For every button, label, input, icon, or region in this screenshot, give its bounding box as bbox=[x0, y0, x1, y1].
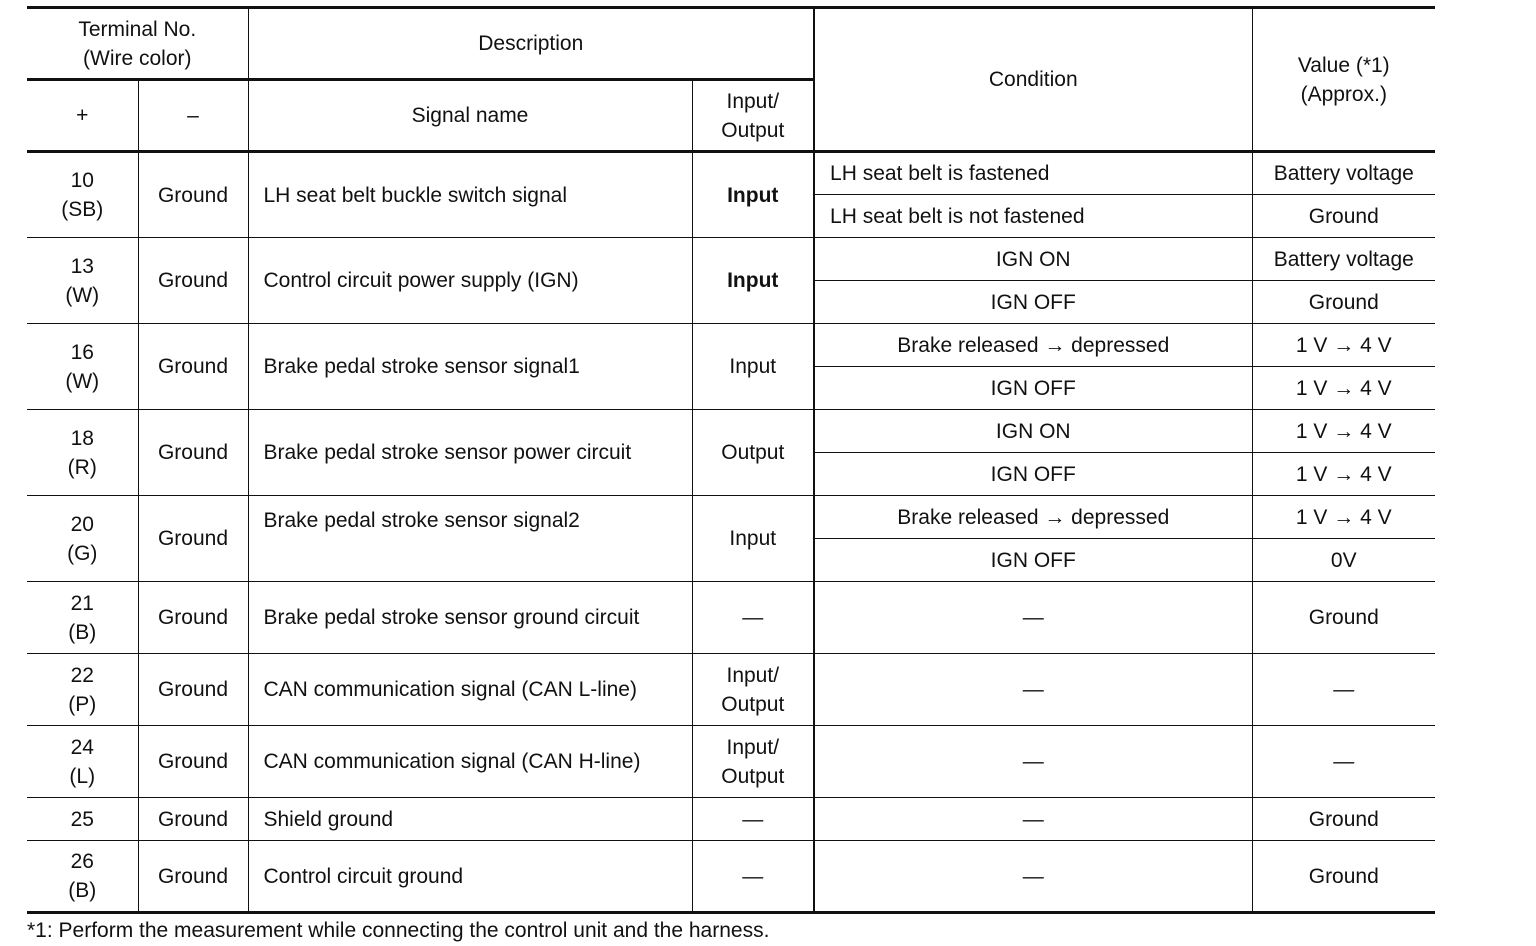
signal-name-cell bbox=[248, 496, 692, 582]
terminal-number: 16 bbox=[70, 340, 94, 364]
io-text-1: Input/ bbox=[726, 663, 780, 687]
condition-cell: Brake released → depressed bbox=[814, 324, 1252, 367]
terminal-number: 22 bbox=[70, 663, 94, 687]
value-cell: 1 V → 4 V bbox=[1252, 453, 1435, 496]
io-cell: — bbox=[692, 798, 814, 841]
terminal-number: 21 bbox=[70, 591, 94, 615]
io-label-2: Output bbox=[721, 118, 785, 142]
terminal-number: 20 bbox=[70, 512, 94, 536]
signal-name-header: Signal name bbox=[248, 80, 692, 152]
terminal-number: 18 bbox=[70, 426, 94, 450]
terminal-number: 13 bbox=[70, 254, 94, 278]
wire-color-label: (Wire color) bbox=[83, 46, 192, 70]
table-row bbox=[27, 238, 1435, 281]
condition-cell: — bbox=[814, 582, 1252, 654]
wire-color: (P) bbox=[68, 692, 97, 716]
terminal-plus-cell bbox=[27, 798, 138, 841]
signal-name-cell: LH seat belt buckle switch signal bbox=[248, 152, 692, 238]
wire-color: (W) bbox=[65, 283, 100, 307]
terminal-minus-cell: Ground bbox=[138, 324, 248, 410]
table-row bbox=[27, 582, 1435, 654]
table-row bbox=[27, 841, 1435, 913]
value-cell: — bbox=[1252, 726, 1435, 798]
terminal-plus-cell bbox=[27, 410, 138, 496]
value-cell: Battery voltage bbox=[1252, 152, 1435, 195]
table-row bbox=[27, 654, 1435, 726]
condition-cell: IGN ON bbox=[814, 410, 1252, 453]
table-row bbox=[27, 726, 1435, 798]
terminal-no-label: Terminal No. bbox=[78, 17, 197, 41]
signal-name-cell: CAN communication signal (CAN L-line) bbox=[248, 654, 692, 726]
value-cell: 1 V → 4 V bbox=[1252, 367, 1435, 410]
terminal-table-wrapper bbox=[27, 6, 1435, 914]
terminal-plus-cell bbox=[27, 324, 138, 410]
terminal-plus-cell bbox=[27, 238, 138, 324]
table-row bbox=[27, 496, 1435, 539]
terminal-number: 25 bbox=[70, 807, 94, 831]
approx-label: (Approx.) bbox=[1300, 82, 1387, 106]
signal-name-cell: Brake pedal stroke sensor ground circuit bbox=[248, 582, 692, 654]
io-cell bbox=[692, 726, 814, 798]
terminal-plus-cell bbox=[27, 496, 138, 582]
io-cell: Input bbox=[692, 496, 814, 582]
signal-name-text: Brake pedal stroke sensor signal2 bbox=[263, 509, 580, 532]
wire-color: (G) bbox=[67, 541, 98, 565]
terminal-plus-cell bbox=[27, 152, 138, 238]
terminal-header bbox=[27, 8, 248, 80]
signal-name-cell: CAN communication signal (CAN H-line) bbox=[248, 726, 692, 798]
value-cell: — bbox=[1252, 654, 1435, 726]
value-cell: Ground bbox=[1252, 195, 1435, 238]
value-cell: Ground bbox=[1252, 841, 1435, 913]
terminal-plus-cell bbox=[27, 841, 138, 913]
condition-cell: IGN OFF bbox=[814, 281, 1252, 324]
io-cell: — bbox=[692, 841, 814, 913]
value-cell: 1 V → 4 V bbox=[1252, 324, 1435, 367]
value-cell: Battery voltage bbox=[1252, 238, 1435, 281]
terminal-number: 10 bbox=[70, 169, 94, 192]
terminal-plus-cell bbox=[27, 654, 138, 726]
footnote: *1: Perform the measurement while connecting the control unit and the harness. bbox=[27, 919, 770, 942]
io-label-1: Input/ bbox=[726, 89, 780, 113]
plus-header: + bbox=[27, 80, 138, 152]
condition-cell: LH seat belt is fastened bbox=[814, 152, 1252, 195]
terminal-minus-cell: Ground bbox=[138, 582, 248, 654]
terminal-minus-cell: Ground bbox=[138, 726, 248, 798]
wire-color: (B) bbox=[68, 620, 97, 644]
condition-cell: Brake released → depressed bbox=[814, 496, 1252, 539]
wire-color: (R) bbox=[67, 455, 97, 479]
terminal-minus-cell: Ground bbox=[138, 410, 248, 496]
io-header bbox=[692, 80, 814, 152]
wire-color: (L) bbox=[69, 764, 96, 788]
value-cell: 0V bbox=[1252, 539, 1435, 582]
io-text-2: Output bbox=[721, 764, 785, 788]
io-cell: Output bbox=[692, 410, 814, 496]
condition-cell: IGN OFF bbox=[814, 367, 1252, 410]
signal-name-cell: Control circuit power supply (IGN) bbox=[248, 238, 692, 324]
signal-name-cell: Brake pedal stroke sensor signal1 bbox=[248, 324, 692, 410]
signal-name-cell: Shield ground bbox=[248, 798, 692, 841]
signal-name-cell: Brake pedal stroke sensor power circuit bbox=[248, 410, 692, 496]
terminal-minus-cell: Ground bbox=[138, 152, 248, 238]
condition-cell: — bbox=[814, 798, 1252, 841]
terminal-plus-cell bbox=[27, 726, 138, 798]
wire-color: (B) bbox=[68, 879, 97, 902]
terminal-minus-cell: Ground bbox=[138, 238, 248, 324]
terminal-minus-cell: Ground bbox=[138, 654, 248, 726]
condition-cell: — bbox=[814, 654, 1252, 726]
value-cell: Ground bbox=[1252, 582, 1435, 654]
io-cell: — bbox=[692, 582, 814, 654]
signal-name-cell: Control circuit ground bbox=[248, 841, 692, 913]
value-label: Value (*1) bbox=[1297, 53, 1390, 77]
io-cell: Input bbox=[692, 324, 814, 410]
terminal-minus-cell: Ground bbox=[138, 841, 248, 913]
condition-cell: LH seat belt is not fastened bbox=[814, 195, 1252, 238]
value-cell: 1 V → 4 V bbox=[1252, 410, 1435, 453]
terminal-number: 24 bbox=[70, 735, 94, 759]
terminal-plus-cell bbox=[27, 582, 138, 654]
terminal-minus-cell: Ground bbox=[138, 496, 248, 582]
condition-cell: — bbox=[814, 726, 1252, 798]
value-cell: 1 V → 4 V bbox=[1252, 496, 1435, 539]
io-cell bbox=[692, 654, 814, 726]
condition-header: Condition bbox=[814, 8, 1252, 152]
terminal-table bbox=[27, 6, 1435, 914]
wire-color: (W) bbox=[65, 369, 100, 393]
io-text-1: Input/ bbox=[726, 735, 780, 759]
condition-cell: — bbox=[814, 841, 1252, 913]
description-header: Description bbox=[248, 8, 814, 80]
condition-cell: IGN ON bbox=[814, 238, 1252, 281]
value-cell: Ground bbox=[1252, 798, 1435, 841]
minus-header: – bbox=[138, 80, 248, 152]
io-cell: Input bbox=[692, 238, 814, 324]
terminal-number: 26 bbox=[70, 850, 94, 873]
wire-color: (SB) bbox=[61, 198, 104, 221]
io-text-2: Output bbox=[721, 692, 785, 716]
value-header bbox=[1252, 8, 1435, 152]
condition-cell: IGN OFF bbox=[814, 453, 1252, 496]
terminal-minus-cell: Ground bbox=[138, 798, 248, 841]
condition-cell: IGN OFF bbox=[814, 539, 1252, 582]
table-row bbox=[27, 410, 1435, 453]
table-row bbox=[27, 798, 1435, 841]
table-row bbox=[27, 152, 1435, 195]
io-cell: Input bbox=[692, 152, 814, 238]
table-row bbox=[27, 324, 1435, 367]
value-cell: Ground bbox=[1252, 281, 1435, 324]
